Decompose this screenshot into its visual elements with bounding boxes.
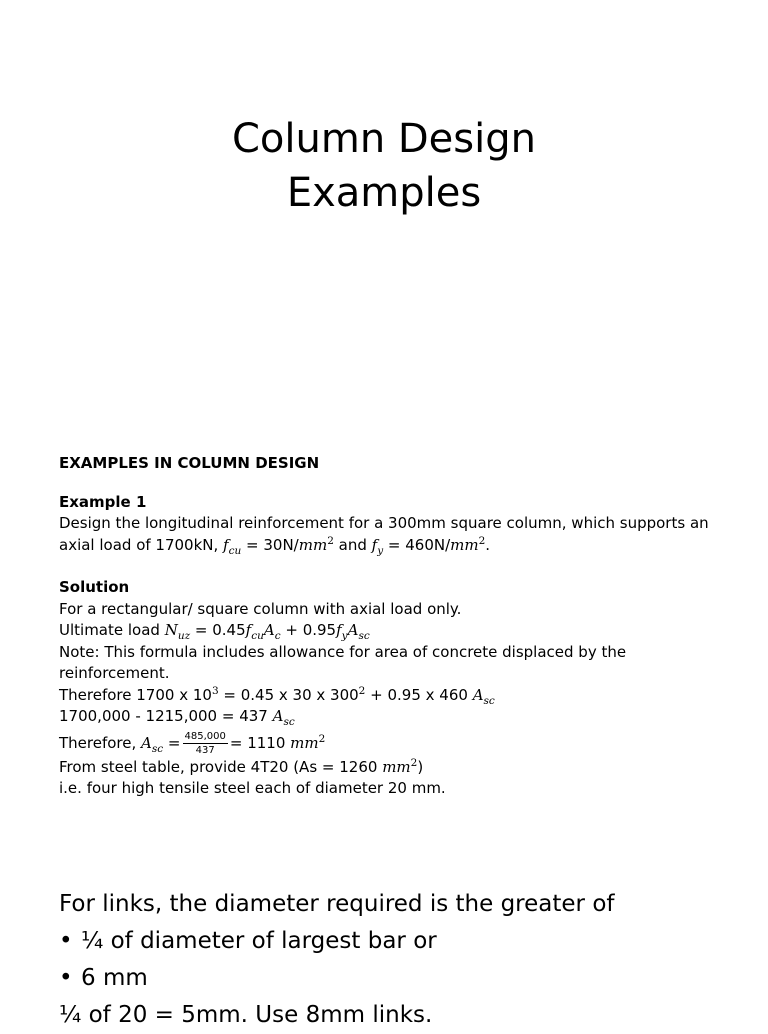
example-section [59, 453, 739, 556]
solution-line-4: Therefore 1700 x $10^3 = 0.45$ x 30 x $300^2 + 0.95$ x 460 $A_{sc}$ [59, 684, 495, 707]
bullet-marker: • [59, 928, 73, 954]
links-section [59, 886, 759, 1034]
solution-heading: Solution [59, 578, 130, 596]
bullet-item-2: • 6 mm [59, 960, 759, 997]
solution-line-7: From steel table, provide 4T20 (As = 1260 $mm^2$) [59, 756, 424, 776]
title-line-2: Examples [286, 170, 482, 216]
bullet-item-1: • ¼ of diameter of largest bar or [59, 923, 759, 960]
problem-statement: Design the longitudinal reinforcement for a 300mm square column, which supports an axial load of 1700kN, $f_{cu} = 30N/mm^2$ and $f_y = 460N/mm^2$. [59, 514, 709, 557]
solution-line-8: i.e. four high tensile steel each of diameter 20 mm. [59, 779, 446, 797]
section-heading: EXAMPLES IN COLUMN DESIGN [59, 454, 320, 472]
example-title: Example 1 [59, 492, 147, 511]
fraction: $\frac{485,000}{437}$ [184, 730, 226, 756]
solution-line-1: For a rectangular/ square column with axial load only. [59, 599, 462, 618]
title-line-1: Column Design [231, 116, 536, 162]
links-intro: For links, the diameter required is the greater of [59, 891, 615, 917]
solution-line-6: Therefore, $A_{sc}$ = $\frac{485,000}{437}$ = 1110 $mm^2$ [59, 730, 326, 756]
solution-note: Note: This formula includes allowance for area of concrete displaced by the reinforcement. [59, 642, 627, 682]
links-conclusion: ¼ of 20 = 5mm. Use 8mm links. [59, 1002, 433, 1028]
solution-line-5: 1700,000 - 1215,000 = 437 $A_{sc}$ [59, 707, 295, 728]
solution-section [59, 577, 739, 800]
bullet-marker: • [59, 965, 73, 991]
page-title [0, 112, 768, 220]
solution-line-2: Ultimate load $N_{uz} = 0.45f_{cu}A_c + 0.95f_yA_{sc}$ [59, 621, 370, 642]
